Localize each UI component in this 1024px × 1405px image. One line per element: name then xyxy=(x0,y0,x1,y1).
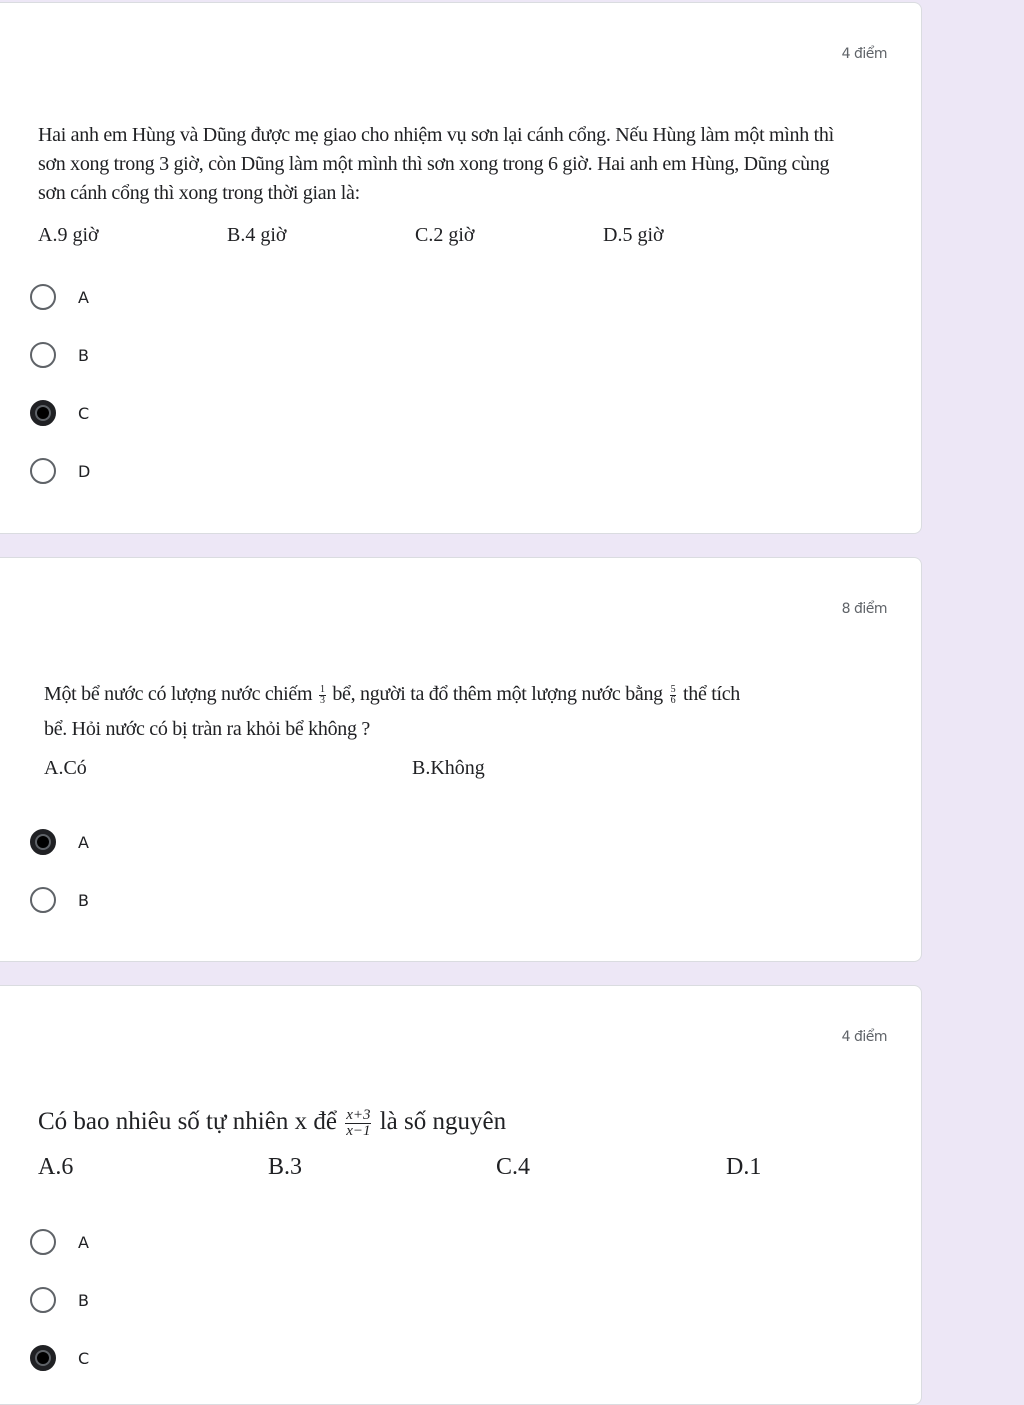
question-text-part: bể, người ta đổ thêm một lượng nước bằng xyxy=(332,683,663,705)
option-text-a: A.6 xyxy=(38,1154,74,1180)
choice-b[interactable] xyxy=(30,340,89,370)
option-text-b: B.Không xyxy=(412,757,485,779)
option-text-d: D.1 xyxy=(726,1154,762,1180)
fraction-numerator: 5 xyxy=(670,683,676,695)
fraction xyxy=(670,685,677,706)
choice-b[interactable] xyxy=(30,1285,89,1315)
radio-button[interactable] xyxy=(30,342,56,368)
choice-label: D xyxy=(78,461,91,481)
question-points: 4 điểm xyxy=(841,46,887,62)
option-text-a: A.9 giờ xyxy=(38,224,99,246)
choice-b[interactable] xyxy=(30,885,89,915)
question-options-line xyxy=(44,757,644,785)
question-text-part: là số nguyên xyxy=(379,1108,507,1135)
question-options-line xyxy=(38,224,738,252)
fraction-denominator: 6 xyxy=(670,694,676,706)
option-text-a: A.Có xyxy=(44,757,87,779)
choice-label: C xyxy=(78,403,90,423)
question-points: 8 điểm xyxy=(841,601,887,617)
option-text-b: B.3 xyxy=(268,1154,303,1180)
fraction-denominator: x−1 xyxy=(346,1122,371,1139)
question-text-line-1 xyxy=(44,680,874,709)
choice-label: B xyxy=(78,1290,89,1310)
radio-button[interactable] xyxy=(30,887,56,913)
choice-a[interactable] xyxy=(30,827,89,857)
question-card-3 xyxy=(0,985,922,1405)
radio-dot xyxy=(37,407,49,419)
option-text-c: C.2 giờ xyxy=(415,224,475,246)
question-text-line-2: bể. Hỏi nước có bị tràn ra khỏi bể không ? xyxy=(44,718,370,740)
option-text-d: D.5 giờ xyxy=(603,224,664,246)
radio-button-selected[interactable] xyxy=(30,1345,56,1371)
choice-a[interactable] xyxy=(30,282,89,312)
radio-button[interactable] xyxy=(30,458,56,484)
choice-a[interactable] xyxy=(30,1227,89,1257)
fraction-numerator: 1 xyxy=(319,683,325,695)
radio-button[interactable] xyxy=(30,1229,56,1255)
radio-button-selected[interactable] xyxy=(30,829,56,855)
question-text-part: Một bể nước có lượng nước chiếm xyxy=(44,683,313,705)
fraction xyxy=(345,1108,371,1139)
choice-label: A xyxy=(78,832,89,852)
radio-button-selected[interactable] xyxy=(30,400,56,426)
fraction-denominator: 3 xyxy=(319,694,325,706)
question-text xyxy=(38,1106,868,1139)
question-options-line xyxy=(38,1154,818,1186)
radio-button[interactable] xyxy=(30,284,56,310)
choice-c[interactable] xyxy=(30,398,89,428)
choice-c[interactable] xyxy=(30,1343,89,1373)
choice-d[interactable] xyxy=(30,456,90,486)
question-points: 4 điểm xyxy=(841,1029,887,1045)
option-text-c: C.4 xyxy=(496,1154,531,1180)
fraction xyxy=(319,685,326,706)
choice-label: B xyxy=(78,890,89,910)
option-text-b: B.4 giờ xyxy=(227,224,287,246)
question-text-part: Có bao nhiêu số tự nhiên x để xyxy=(38,1108,337,1135)
choice-label: C xyxy=(78,1348,90,1368)
question-text-part: thể tích xyxy=(682,683,741,705)
question-card-2 xyxy=(0,557,922,962)
choice-label: A xyxy=(78,287,89,307)
radio-dot xyxy=(37,1352,49,1364)
radio-dot xyxy=(37,836,49,848)
choice-label: A xyxy=(78,1232,89,1252)
radio-button[interactable] xyxy=(30,1287,56,1313)
fraction-numerator: x+3 xyxy=(346,1106,371,1123)
question-text: Hai anh em Hùng và Dũng được mẹ giao cho nhiệm vụ sơn lại cánh cổng. Nếu Hùng làm một mình thì sơn xong trong 3 giờ, còn Dũng làm một mình thì sơn xong trong 6 giờ. Hai anh em Hùng, Dũng cùng sơn cánh cổng thì xong trong thời gian là: xyxy=(38,124,834,204)
question-card-1 xyxy=(0,2,922,534)
choice-label: B xyxy=(78,345,89,365)
